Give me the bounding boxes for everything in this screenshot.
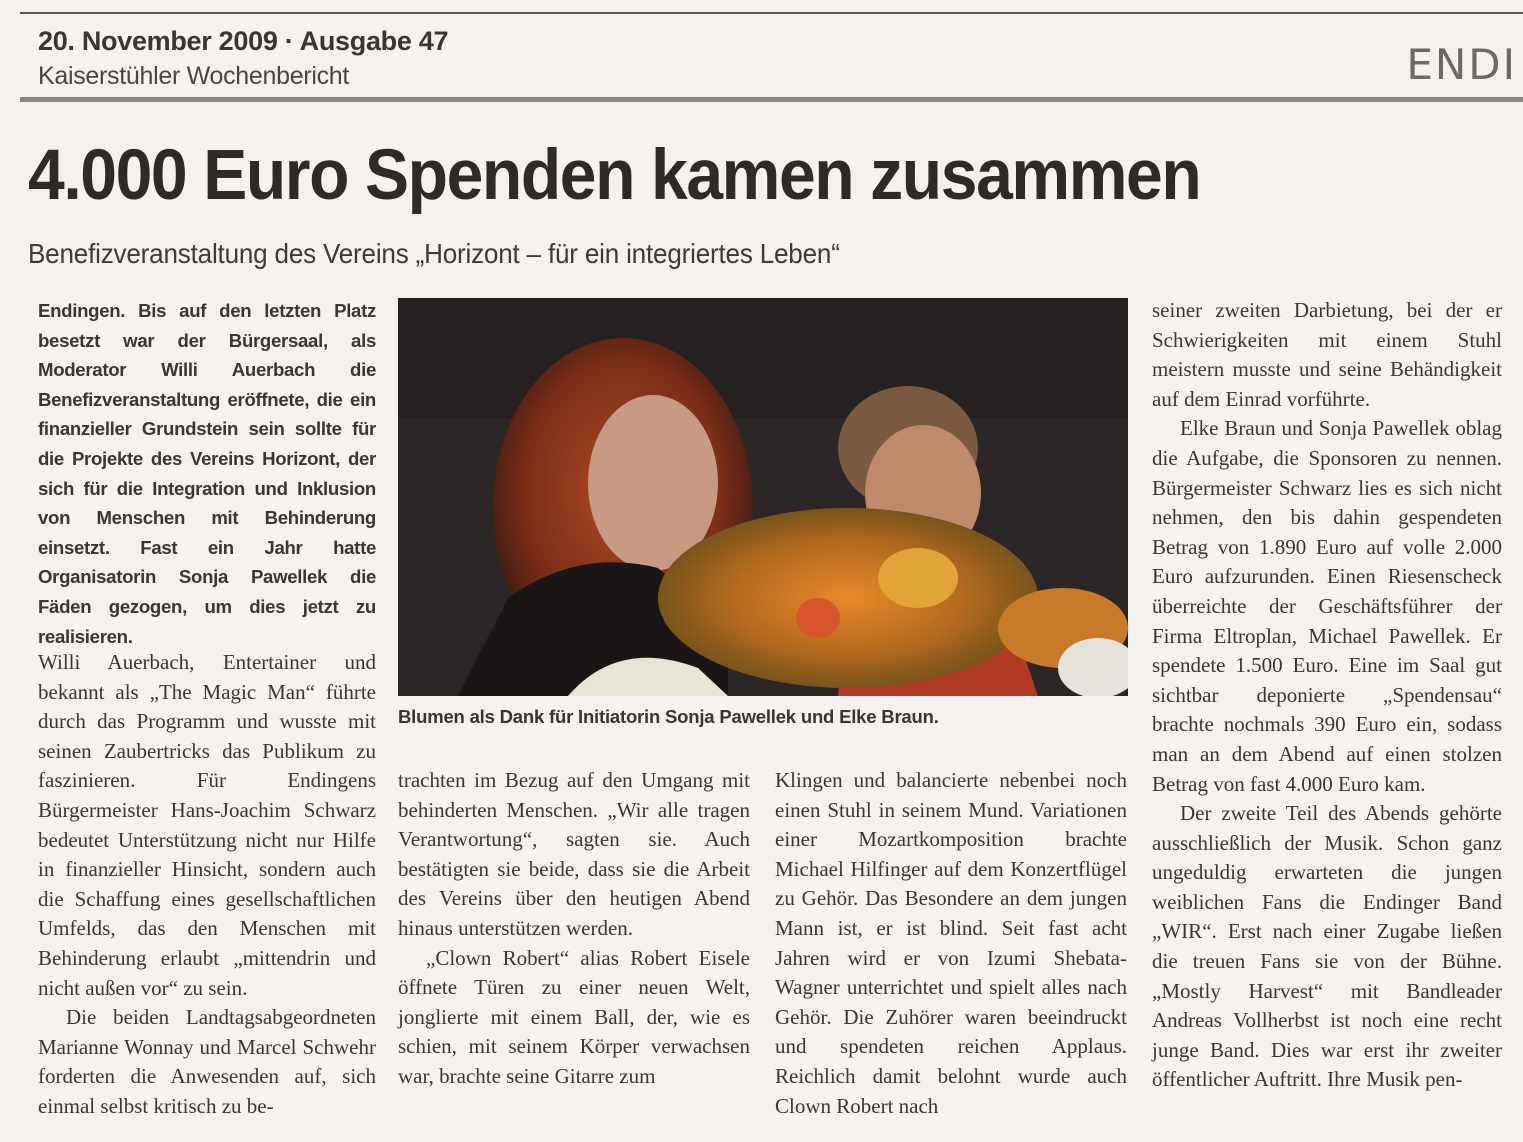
column-1 — [38, 648, 376, 1122]
issue-date: 20. November 2009 · Ausgabe 47 — [38, 26, 449, 56]
paragraph: Elke Braun und Sonja Pawellek oblag die Aufgabe, die Sponsoren zu nennen. Bürgermeister Schwarz lies es sich nicht nehmen, den bis dahin gespendeten Betrag von 1.890 Euro auf volle 2.000 Euro aufzurunden. Einen Riesenscheck überreichte der Geschäftsführer der Firma Eltroplan, Michael Pawellek. Er spendete 1.500 Euro. Eine im Saal gut sichtbar deponierte „Spendensau“ brachte nochmals 390 Euro ein, sodass man an dem Abend auf einen stolzen Betrag von fast 4.000 Euro kam. — [1152, 416, 1502, 796]
subheadline: Benefizveranstaltung des Vereins „Horizont – für ein integriertes Leben“ — [28, 238, 840, 269]
column-4 — [1152, 296, 1502, 1095]
photo-image — [398, 298, 1128, 696]
column-3 — [775, 766, 1127, 1121]
paragraph: seiner zweiten Darbietung, bei der er Schwierigkeiten mit einem Stuhl meistern musste und seine Behändigkeit auf dem Einrad vorführte. — [1152, 298, 1502, 411]
column-2 — [398, 766, 750, 1092]
paragraph: Willi Auerbach, Entertainer und bekannt als „The Magic Man“ führte durch das Programm und wusste mit seinen Zaubertricks das Publikum zu faszinieren. Für Endingens Bürgermeister Hans-Joachim Schwarz bedeutet Unterstützung nicht nur Hilfe in finanzieller Hinsicht, sondern auch die Schaffung eines gesellschaftlichen Umfelds, das den Menschen mit Behinderung erlaubt „mittendrin und nicht außen vor“ zu sein. — [38, 650, 376, 1000]
paragraph: Die beiden Landtagsabgeordneten Marianne Wonnay und Marcel Schwehr forderten die Anwesenden auf, sich einmal selbst kritisch zu be- — [38, 1005, 376, 1118]
headline: 4.000 Euro Spenden kamen zusammen — [28, 136, 1201, 215]
paragraph: Der zweite Teil des Abends gehörte ausschließlich der Musik. Schon ganz ungeduldig erwarteten die jungen weiblichen Fans die Endinger Band „WIR“. Erst nach einer Zugabe ließen die treuen Fans sie von der Bühne. „Mostly Harvest“ mit Bandleader Andreas Vollherbst ist noch eine recht junge Band. Dies war erst ihr zweiter öffentlicher Auftritt. Ihre Musik pen- — [1152, 801, 1502, 1092]
lead-paragraph: Endingen. Bis auf den letzten Platz besetzt war der Bürgersaal, als Moderator Willi Auerbach die Benefizveranstaltung eröffnete, die ein finanzieller Grundstein sein sollte für die Projekte des Vereins Horizont, der sich für die Integration und Inklusion von Menschen mit Behinderung einsetzt. Fast ein Jahr hatte Organisatorin Sonja Pawellek die Fäden gezogen, um dies jetzt zu realisieren. — [38, 300, 376, 647]
photo-caption: Blumen als Dank für Initiatorin Sonja Pawellek und Elke Braun. — [398, 706, 939, 727]
newspaper-name: Kaiserstühler Wochenbericht — [38, 62, 350, 90]
paragraph: trachten im Bezug auf den Umgang mit behinderten Menschen. „Wir alle tragen Verantwortung“, sagten sie. Auch bestätigten sie beide, dass sie die Arbeit des Vereins über den heutigen Abend hinaus unterstützen werden. — [398, 768, 750, 940]
paragraph: „Clown Robert“ alias Robert Eisele öffnete Türen zu einer neuen Welt, jonglierte mit einem Ball, der, wie es schien, mit seinem Körper verwachsen war, brachte seine Gitarre zum — [398, 945, 750, 1088]
lead-column — [38, 296, 376, 651]
section-label: ENDI — [1406, 40, 1517, 89]
article-photo — [398, 298, 1128, 696]
header-rule — [20, 97, 1523, 102]
paragraph: Klingen und balancierte nebenbei noch einen Stuhl in seinem Mund. Variationen einer Mozartkomposition brachte Michael Hilfinger auf dem Konzertflügel zu Gehör. Das Besondere an dem jungen Mann ist, er ist blind. Seit fast acht Jahren wird er von Izumi Shebata-Wagner unterrichtet und spielt alles nach Gehör. Die Zuhörer waren beeindruckt und spendeten reichen Applaus. Reichlich damit belohnt wurde auch Clown Robert nach — [775, 768, 1127, 1118]
top-rule — [20, 12, 1523, 14]
